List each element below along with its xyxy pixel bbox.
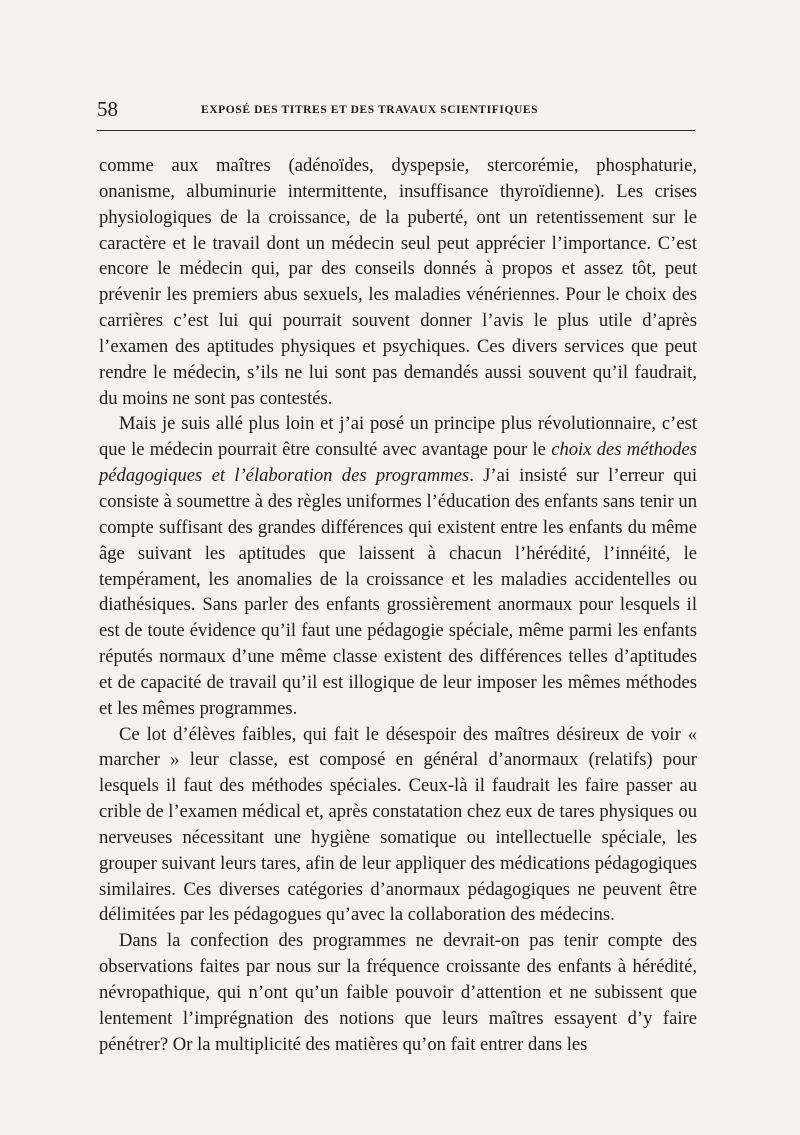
header-rule [97,130,695,131]
paragraph-3: Ce lot d’élèves faibles, qui fait le désespoir des maîtres désireux de voir « marcher » leur classe, est composé en général d’anormaux (relatifs) pour lesquels il faut des méthodes spéciales. Ceux-là il faudrait les faire passer au crible de l’examen médical et, après constatation chez eux de tares physiques ou nerveuses nécessitant une hygiène somatique ou intellectuelle spéciale, les grouper suivant leurs tares, afin de leur appliquer des médications pédagogiques similaires. Ces diverses catégories d’anormaux pédagogiques ne peuvent être délimitées par les pédagogues qu’avec la collaboration des médecins. [99,723,697,926]
page-number: 58 [97,97,118,121]
running-title: EXPOSÉ DES TITRES ET DES TRAVAUX SCIENTIFIQUES [201,104,539,116]
paragraph-2-text-after: . J’ai insisté sur l’erreur qui consiste à soumettre à des règles uniformes l’éducation des enfants sans tenir un compte suffisant des grandes différences qui existent entre les enfants du même âge suivant les aptitudes que laissent à chacun l’hérédité, l’innéité, le tempérament, les anomalies de la croissance et les maladies accidentelles ou diathésiques. Sans parler des enfants grossièrement anormaux pour lesquels il est de toute évidence qu’il faut une pédagogie spéciale, même parmi les enfants réputés normaux d’une même classe existent des différences telles d’aptitudes et de capacité de travail qu’il est illogique de leur imposer les mêmes méthodes et les mêmes programmes. [99,465,697,719]
paragraph-2 [99,411,697,721]
body-text [99,153,697,1058]
paragraph-1: comme aux maîtres (adénoïdes, dyspepsie, stercorémie, phosphaturie, onanisme, albuminurie intermittente, insuffisance thyroïdienne). Les crises physiologiques de la croissance, de la puberté, ont un retentissement sur le caractère et le travail dont un médecin seul peut apprécier l’importance. C’est encore le médecin qui, par des conseils donnés à propos et assez tôt, peut prévenir les premiers abus sexuels, les maladies vénériennes. Pour le choix des carrières c’est lui qui pourrait souvent donner l’avis le plus utile d’après l’examen des aptitudes physiques et psychiques. Ces divers services que peut rendre le médecin, s’ils ne lui sont pas demandés aussi souvent qu’il faudrait, du moins ne sont pas contestés. [99,155,697,409]
paragraph-2-italic-phrase: choix des méthodes pédagogiques et l’élaboration des programmes [99,439,697,487]
paragraph-4: Dans la confection des programmes ne devrait-on pas tenir compte des observations faites par nous sur la fréquence croissante des enfants à hérédité, névropathique, qui n’ont qu’un faible pouvoir d’attention et ne subissent que lentement l’imprégnation des notions que leurs maîtres essayent d’y faire pénétrer? Or la multiplicité des matières qu’on fait entrer dans les [99,930,697,1055]
running-header [97,96,695,126]
paragraph-2-text-before: Mais je suis allé plus loin et j’ai posé un principe plus révolutionnaire, c’est que le médecin pourrait être consulté avec avantage pour le [99,413,697,461]
